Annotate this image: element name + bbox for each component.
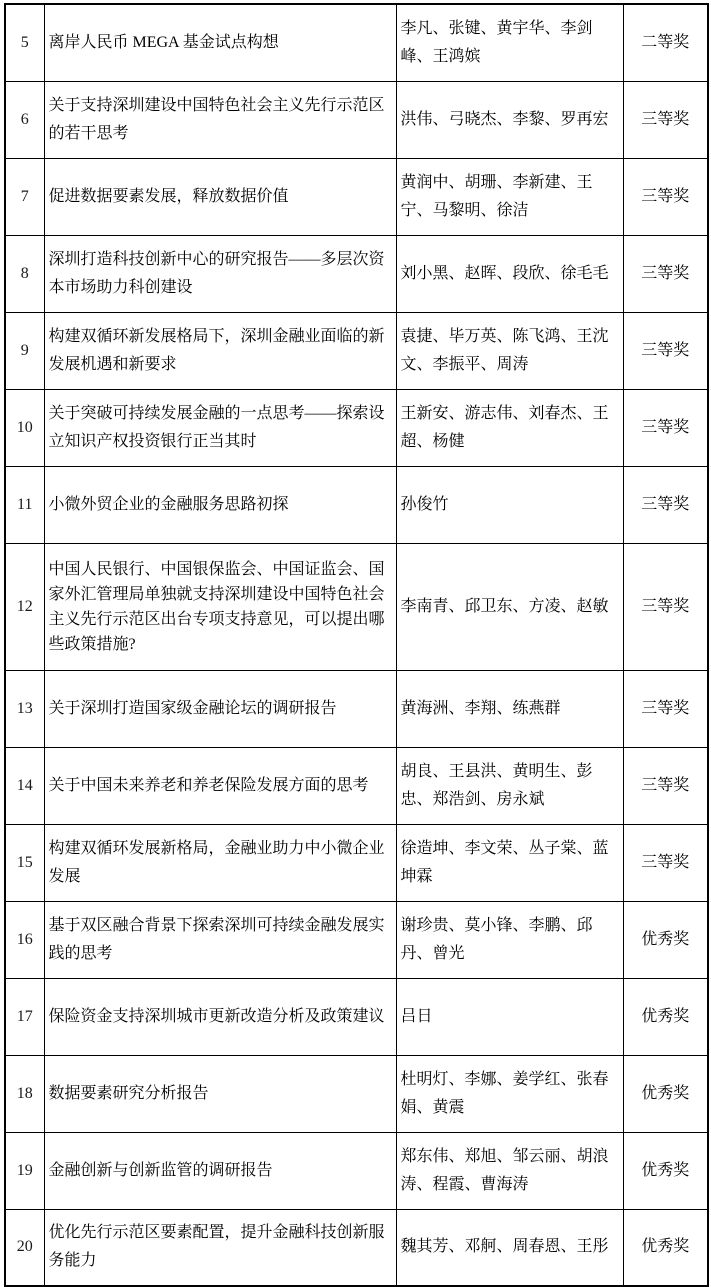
award-cell: 优秀奖 <box>623 1209 708 1286</box>
awards-table-container <box>4 3 709 1287</box>
award-cell: 优秀奖 <box>623 1132 708 1209</box>
award-cell: 三等奖 <box>623 235 708 312</box>
paper-title-cell: 数据要素研究分析报告 <box>44 1055 396 1132</box>
paper-title-cell: 离岸人民币 MEGA 基金试点构想 <box>44 4 396 81</box>
row-number-cell: 12 <box>5 543 44 670</box>
authors-cell: 谢珍贵、莫小锋、李鹏、邱丹、曾光 <box>396 901 623 978</box>
award-cell: 三等奖 <box>623 824 708 901</box>
paper-title-cell: 构建双循环发展新格局，金融业助力中小微企业发展 <box>44 824 396 901</box>
table-row <box>5 4 708 81</box>
authors-cell: 刘小黑、赵晖、段欣、徐毛毛 <box>396 235 623 312</box>
table-row <box>5 747 708 824</box>
row-number-cell: 5 <box>5 4 44 81</box>
authors-cell: 胡良、王县洪、黄明生、彭忠、郑浩剑、房永斌 <box>396 747 623 824</box>
table-row <box>5 901 708 978</box>
paper-title-cell: 关于支持深圳建设中国特色社会主义先行示范区的若干思考 <box>44 81 396 158</box>
paper-title-cell: 深圳打造科技创新中心的研究报告——多层次资本市场助力科创建设 <box>44 235 396 312</box>
table-row <box>5 158 708 235</box>
table-row <box>5 1132 708 1209</box>
row-number-cell: 20 <box>5 1209 44 1286</box>
table-row <box>5 235 708 312</box>
table-row <box>5 81 708 158</box>
authors-cell: 杜明灯、李娜、姜学红、张春娟、黄震 <box>396 1055 623 1132</box>
paper-title-cell: 保险资金支持深圳城市更新改造分析及政策建议 <box>44 978 396 1055</box>
paper-title-cell: 小微外贸企业的金融服务思路初探 <box>44 466 396 543</box>
paper-title-cell: 金融创新与创新监管的调研报告 <box>44 1132 396 1209</box>
row-number-cell: 9 <box>5 312 44 389</box>
paper-title-cell: 关于深圳打造国家级金融论坛的调研报告 <box>44 670 396 747</box>
table-row <box>5 978 708 1055</box>
award-cell: 优秀奖 <box>623 978 708 1055</box>
authors-cell: 黄海洲、李翔、练燕群 <box>396 670 623 747</box>
paper-title-cell: 关于突破可持续发展金融的一点思考——探索设立知识产权投资银行正当其时 <box>44 389 396 466</box>
row-number-cell: 17 <box>5 978 44 1055</box>
authors-cell: 魏其芳、邓舸、周春恩、王彤 <box>396 1209 623 1286</box>
authors-cell: 郑东伟、郑旭、邹云丽、胡浪涛、程霞、曹海涛 <box>396 1132 623 1209</box>
award-cell: 优秀奖 <box>623 1055 708 1132</box>
row-number-cell: 15 <box>5 824 44 901</box>
row-number-cell: 18 <box>5 1055 44 1132</box>
row-number-cell: 19 <box>5 1132 44 1209</box>
table-row <box>5 824 708 901</box>
authors-cell: 洪伟、弓晓杰、李黎、罗再宏 <box>396 81 623 158</box>
authors-cell: 李南青、邱卫东、方凌、赵敏 <box>396 543 623 670</box>
row-number-cell: 16 <box>5 901 44 978</box>
row-number-cell: 8 <box>5 235 44 312</box>
awards-table-body <box>5 4 708 1286</box>
table-row <box>5 312 708 389</box>
authors-cell: 王新安、游志伟、刘春杰、王超、杨健 <box>396 389 623 466</box>
table-row <box>5 543 708 670</box>
row-number-cell: 6 <box>5 81 44 158</box>
paper-title-cell: 关于中国未来养老和养老保险发展方面的思考 <box>44 747 396 824</box>
award-cell: 三等奖 <box>623 158 708 235</box>
award-cell: 三等奖 <box>623 81 708 158</box>
paper-title-cell: 构建双循环新发展格局下，深圳金融业面临的新发展机遇和新要求 <box>44 312 396 389</box>
paper-title-cell: 促进数据要素发展，释放数据价值 <box>44 158 396 235</box>
table-row <box>5 389 708 466</box>
award-cell: 三等奖 <box>623 466 708 543</box>
award-cell: 优秀奖 <box>623 901 708 978</box>
paper-title-cell: 基于双区融合背景下探索深圳可持续金融发展实践的思考 <box>44 901 396 978</box>
paper-title-cell: 中国人民银行、中国银保监会、中国证监会、国家外汇管理局单独就支持深圳建设中国特色社会主义先行示范区出台专项支持意见，可以提出哪些政策措施? <box>44 543 396 670</box>
row-number-cell: 7 <box>5 158 44 235</box>
award-cell: 三等奖 <box>623 543 708 670</box>
table-row <box>5 670 708 747</box>
award-cell: 二等奖 <box>623 4 708 81</box>
row-number-cell: 10 <box>5 389 44 466</box>
authors-cell: 吕日 <box>396 978 623 1055</box>
authors-cell: 黄润中、胡珊、李新建、王宁、马黎明、徐洁 <box>396 158 623 235</box>
table-row <box>5 1055 708 1132</box>
authors-cell: 李凡、张键、黄宇华、李剑峰、王鸿嫔 <box>396 4 623 81</box>
award-cell: 三等奖 <box>623 312 708 389</box>
paper-title-cell: 优化先行示范区要素配置，提升金融科技创新服务能力 <box>44 1209 396 1286</box>
table-row <box>5 466 708 543</box>
award-cell: 三等奖 <box>623 747 708 824</box>
award-cell: 三等奖 <box>623 389 708 466</box>
row-number-cell: 14 <box>5 747 44 824</box>
awards-table <box>4 3 709 1287</box>
authors-cell: 孙俊竹 <box>396 466 623 543</box>
authors-cell: 袁捷、毕万英、陈飞鸿、王沈文、李振平、周涛 <box>396 312 623 389</box>
authors-cell: 徐造坤、李文荣、丛子棠、蓝坤霖 <box>396 824 623 901</box>
award-cell: 三等奖 <box>623 670 708 747</box>
row-number-cell: 11 <box>5 466 44 543</box>
row-number-cell: 13 <box>5 670 44 747</box>
table-row <box>5 1209 708 1286</box>
